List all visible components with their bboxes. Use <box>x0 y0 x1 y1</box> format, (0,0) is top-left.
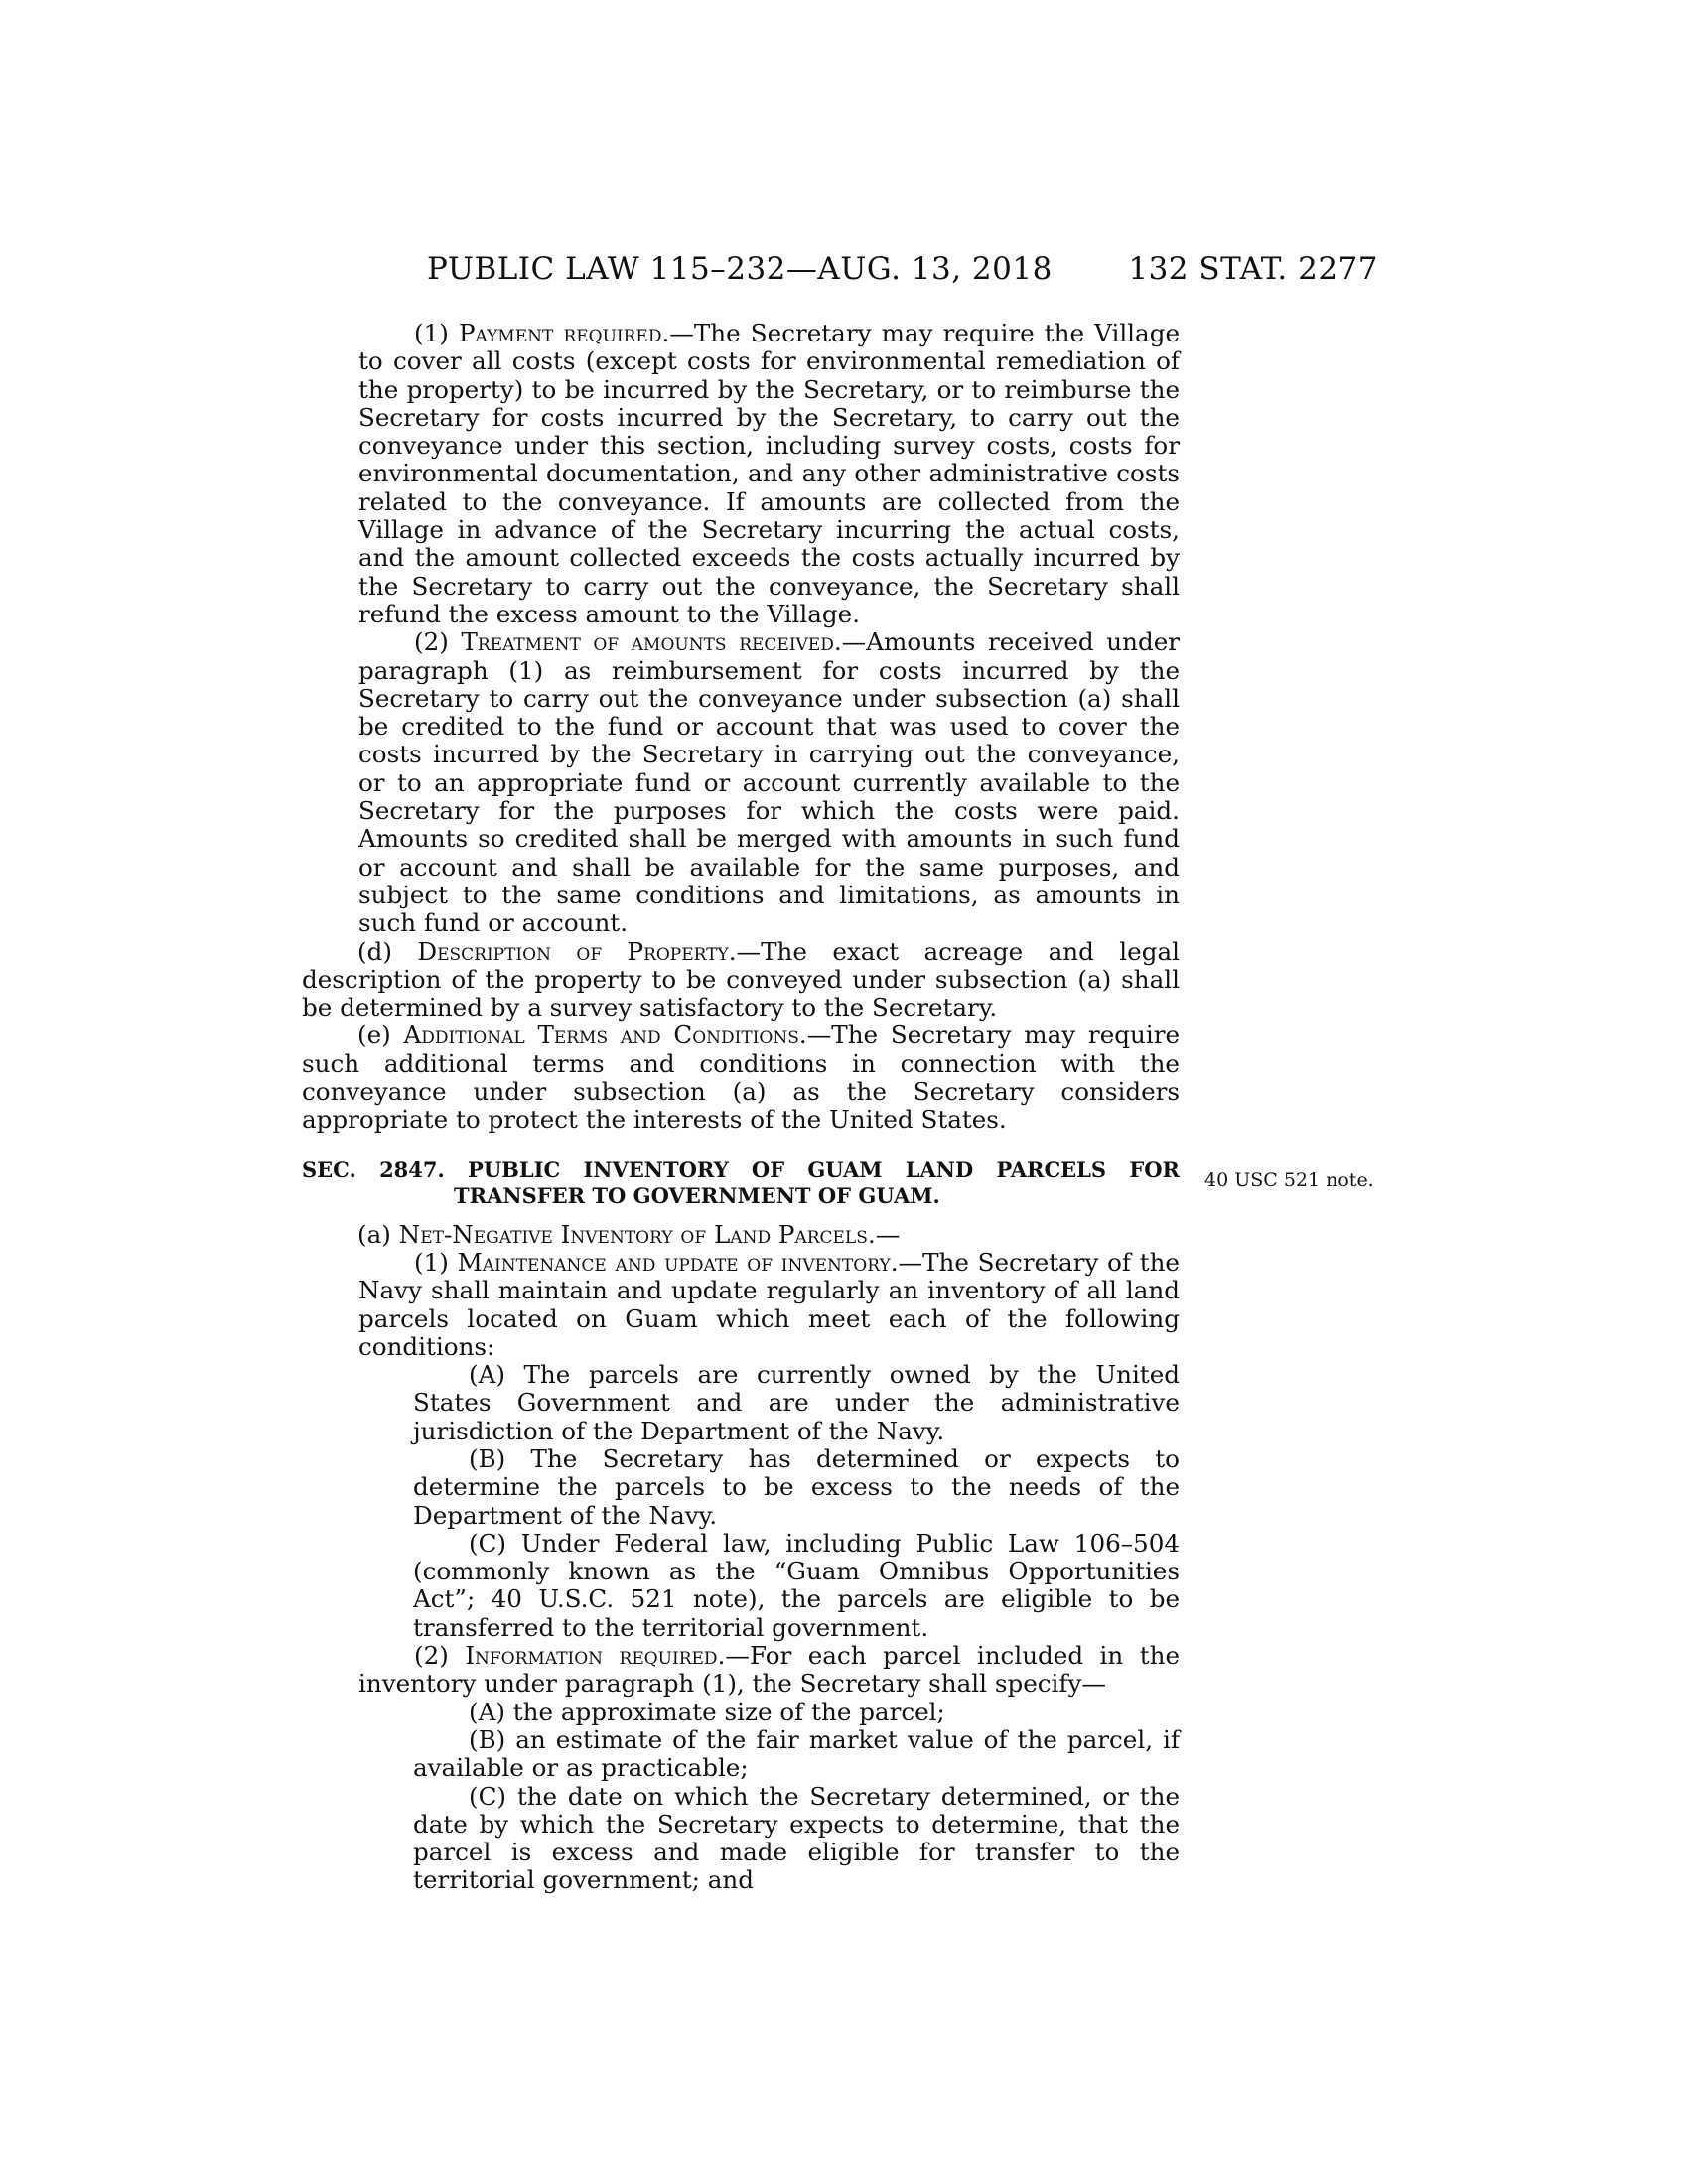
paragraph-a2B: (B) an estimate of the fair market value of the parcel, if available or as practicable; <box>413 1724 1180 1783</box>
paragraph-c2: (2) Treatment of amounts received.—Amounts received under paragraph (1) as reimbursement for costs incurred by the Secretary to carry out the conveyance under subsection (a) shall be credited to the fund or account that was used to cover the costs incurred by the Secretary in carrying out the conveyance, or to an appropriate fund or account currently available to the Secretary for the purposes for which the costs were paid. Amounts so credited shall be merged with amounts in such fund or account and shall be available for the same purposes, and subject to the same conditions and limitations, as amounts in such fund or account. <box>358 627 1181 938</box>
paragraph-a1A: (A) The parcels are currently owned by the United States Government and are under the administrative jurisdiction of the Department of the Navy. <box>413 1360 1180 1445</box>
paragraph-a2C: (C) the date on which the Secretary determined, or the date by which the Secretary expects to determine, that the parcel is excess and made eligible for transfer to the territorial government; and <box>413 1781 1180 1895</box>
stat-page-number: 132 STAT. 2277 <box>1128 251 1378 287</box>
running-title: PUBLIC LAW 115–232—AUG. 13, 2018 <box>427 251 1053 287</box>
paragraph-a1B: (B) The Secretary has determined or expects to determine the parcels to be excess to the needs of the Department of the Navy. <box>413 1443 1180 1530</box>
paragraph-a1: (1) Maintenance and update of inventory.—The Secretary of the Navy shall maintain and update regularly an inventory of all land parcels located on Guam which meet each of the following conditions: <box>358 1247 1180 1361</box>
paragraph-d: (d) Description of Property.—The exact acreage and legal description of the property to be conveyed under subsection (a) shall be determined by a survey satisfactory to the Secretary. <box>302 936 1180 1023</box>
page-header <box>427 251 1378 291</box>
document-body <box>302 320 1180 1895</box>
paragraph-c1: (1) Payment required.—The Secretary may require the Village to cover all costs (except costs for environmental remediation of the property) to be incurred by the Secretary, or to reimburse the Secretary for costs incurred by the Secretary, to carry out the conveyance under this section, including survey costs, costs for environmental documentation, and any other administrative costs related to the conveyance. If amounts are collected from the Village in advance of the Secretary incurring the actual costs, and the amount collected exceeds the costs actually incurred by the Secretary to carry out the conveyance, the Secretary shall refund the excess amount to the Village. <box>358 319 1181 628</box>
paragraph-a1C: (C) Under Federal law, including Public Law 106–504 (commonly known as the “Guam Omnibus Opportunities Act”; 40 U.S.C. 521 note), the parcels are eligible to be transferred to the territorial government. <box>413 1528 1180 1642</box>
margin-note: 40 USC 521 note. <box>1204 1169 1374 1191</box>
paragraph-a2A: (A) the approximate size of the parcel; <box>469 1697 945 1726</box>
paragraph-a: (a) Net-Negative Inventory of Land Parcels.— <box>357 1219 901 1249</box>
paragraph-e: (e) Additional Terms and Conditions.—The Secretary may require such additional terms and conditions in connection with the conveyance under subsection (a) as the Secretary considers appropriate to protect the interests of the United States. <box>302 1021 1181 1135</box>
section-heading: SEC. 2847. PUBLIC INVENTORY OF GUAM LAND PARCELS FOR TRANSFER TO GOVERNMENT OF GUAM. <box>302 1157 1180 1208</box>
paragraph-a2: (2) Information required.—For each parcel included in the inventory under paragraph (1), the Secretary shall specify— <box>358 1641 1180 1699</box>
